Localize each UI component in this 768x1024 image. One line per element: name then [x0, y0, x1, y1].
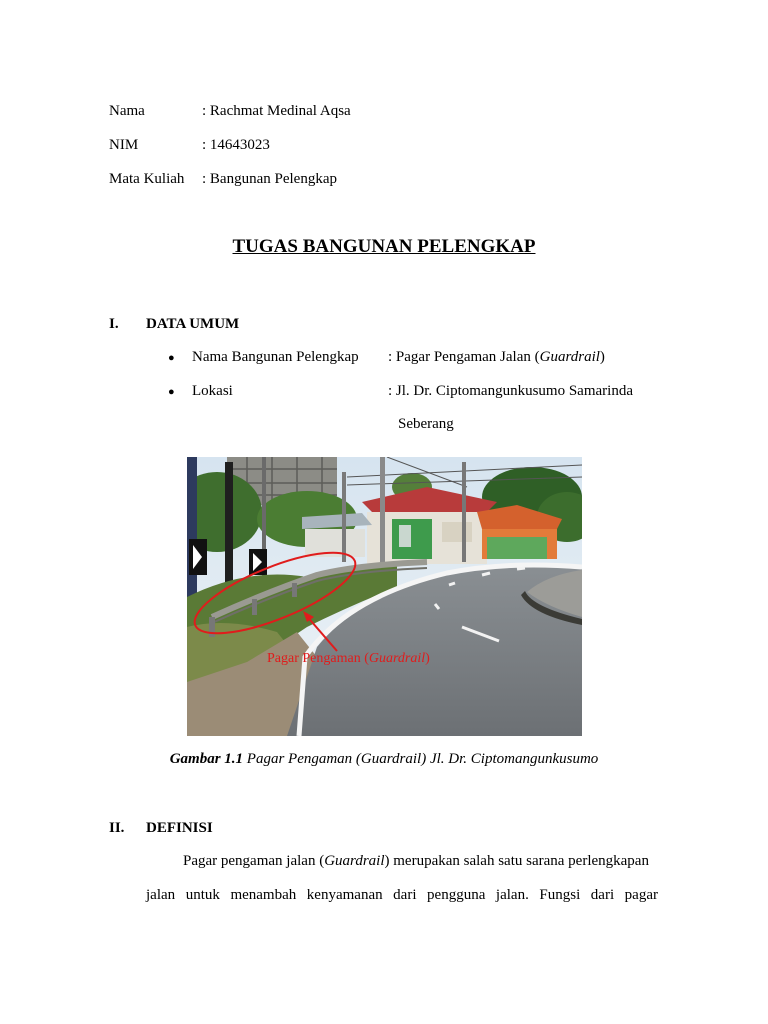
guardrail-photo	[187, 457, 582, 736]
document-title: TUGAS BANGUNAN PELENGKAP	[232, 236, 536, 257]
section-2-title: DEFINISI	[146, 820, 213, 836]
figure-caption: Gambar 1.1 Pagar Pengaman (Guardrail) Jl. Dr. Ciptomangunkusumo	[169, 751, 599, 767]
section-1-number: I.	[109, 316, 119, 332]
mata-kuliah-value: : Bangunan Pelengkap	[202, 171, 337, 187]
list-item-value: : Jl. Dr. Ciptomangunkusumo Samarinda	[388, 383, 633, 399]
list-item-value-continuation: Seberang	[398, 416, 454, 432]
bullet-icon: ●	[168, 386, 175, 398]
list-item-label: Nama Bangunan Pelengkap	[192, 349, 359, 365]
section-2-number: II.	[109, 820, 125, 836]
nim-value: : 14643023	[202, 137, 270, 153]
list-item-label: Lokasi	[192, 383, 233, 399]
bullet-icon: ●	[168, 352, 175, 364]
photo-annotation-label: Pagar Pengaman (Guardrail)	[267, 651, 430, 666]
section-1-title: DATA UMUM	[146, 316, 240, 332]
nama-value: : Rachmat Medinal Aqsa	[202, 103, 351, 119]
nama-label: Nama	[109, 103, 145, 119]
paragraph-line-1: Pagar pengaman jalan (Guardrail) merupakan salah satu sarana perlengkapan	[183, 853, 649, 869]
list-item-value: : Pagar Pengaman Jalan (Guardrail)	[388, 349, 605, 365]
nim-label: NIM	[109, 137, 139, 153]
mata-kuliah-label: Mata Kuliah	[109, 171, 185, 187]
paragraph-line-2: jalan untuk menambah kenyamanan dari pengguna jalan. Fungsi dari pagar	[146, 887, 658, 903]
